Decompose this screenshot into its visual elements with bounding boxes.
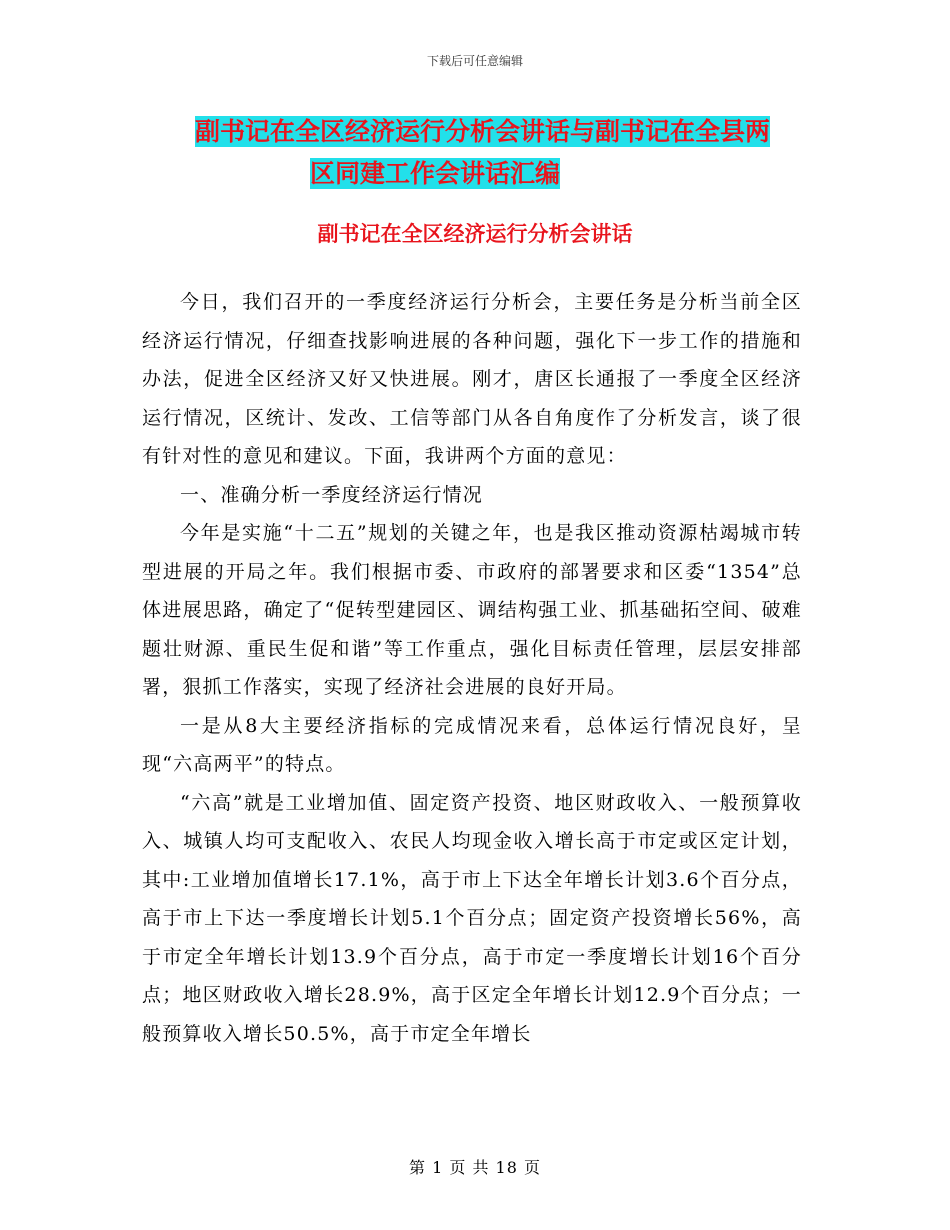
paragraph: 一、准确分析一季度经济运行情况 xyxy=(180,483,484,506)
title-highlight-2: 区同建工作会讲话汇编 xyxy=(310,159,561,188)
paragraph: 今日，我们召开的一季度经济运行分析会，主要任务是分析当前全区经济运行情况，仔细查找影响进展的各种问题，强化下一步工作的措施和办法，促进全区经济又好又快进展。刚才，唐区长通报了一季度全区经济运行情况，区统计、发改、工信等部门从各自角度作了分析发言，谈了很有针对性的意见和建议。下面，我讲两个方面的意见： xyxy=(142,291,802,467)
section-heading: 副书记在全区经济运行分析会讲话 xyxy=(317,222,633,246)
paragraph: 一是从8大主要经济指标的完成情况来看，总体运行情况良好，呈现“六高两平”的特点。 xyxy=(142,714,802,775)
paragraph: 今年是实施“十二五”规划的关键之年，也是我区推动资源枯竭城市转型进展的开局之年。我们根据市委、市政府的部署要求和区委“1354”总体进展思路，确定了“促转型建园区、调结构强工业、抓基础拓空间、破难题壮财源、重民生促和谐”等工作重点，强化目标责任管理，层层安排部署，狠抓工作落实，实现了经济社会进展的良好开局。 xyxy=(142,522,802,698)
title-highlight-1: 副书记在全区经济运行分析会讲话与副书记在全县两 xyxy=(195,117,771,146)
document-title-line-1 xyxy=(195,110,805,154)
page-footer: 第 1 页 共 18 页 xyxy=(409,1158,541,1177)
header-note: 下载后可任意编辑 xyxy=(426,54,523,68)
body-text xyxy=(142,283,802,1053)
document-title-line-2 xyxy=(310,152,630,196)
paragraph: “六高”就是工业增加值、固定资产投资、地区财政收入、一般预算收入、城镇人均可支配收入、农民人均现金收入增长高于市定或区定计划，其中:工业增加值增长17.1%，高于市上下达全年增长计划3.6个百分点，高于市上下达一季度增长计划5.1个百分点；固定资产投资增长56%，高于市定全年增长计划13.9个百分点，高于市定一季度增长计划16个百分点；地区财政收入增长28.9%，高于区定全年增长计划12.9个百分点；一般预算收入增长50.5%，高于市定全年增长 xyxy=(142,791,802,1045)
